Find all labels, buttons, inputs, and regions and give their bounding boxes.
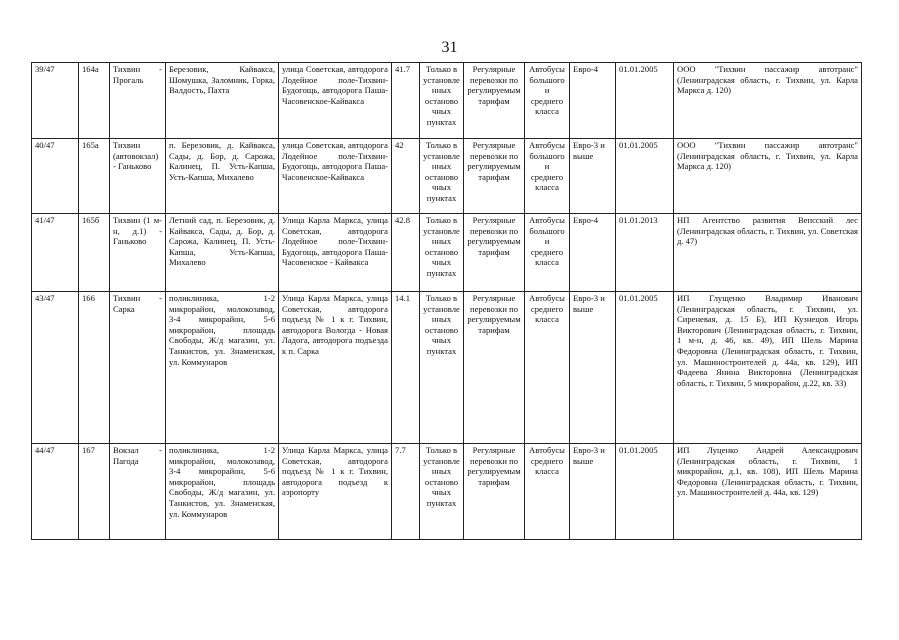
eco-class: Евро-3 и выше xyxy=(570,292,616,444)
intermediate-stops: Летний сад, п. Березовик, д. Кайвакса, Сады, д. Бор, д. Сарожа, Калинец, П. Усть-Капша, Усть-Капша, Михалево xyxy=(166,214,279,292)
carrier: ИП Глущенко Владимир Иванович (Ленинградская область, г. Тихвин, ул. Сиреневая, д. 15 Б), ИП Кузнецов Игорь Викторович (Ленинградская область, г. Тихвин, 1 м-н, д. 46, кв. 49), ИП Шель Марина Федоровна (Ленинградская область, г. Тихвин, ул. Машиностроителей д. 44а, кв. 129), ИП Фадеева Янина Викторовна (Ленинградская область, г. Тихвин, 5 микрорайон, д.22, кв. 33) xyxy=(674,292,862,444)
registration-number: 39/47 xyxy=(32,63,79,139)
route-number: 164a xyxy=(79,63,110,139)
transport-type: Регулярные перевозки по регулируемым тарифам xyxy=(464,63,525,139)
transport-type: Регулярные перевозки по регулируемым тарифам xyxy=(464,139,525,214)
transport-type: Регулярные перевозки по регулируемым тарифам xyxy=(464,444,525,540)
start-date: 01.01.2005 xyxy=(616,63,674,139)
transport-type: Регулярные перевозки по регулируемым тарифам xyxy=(464,214,525,292)
registration-number: 44/47 xyxy=(32,444,79,540)
route-length: 14.1 xyxy=(392,292,420,444)
table-row xyxy=(32,63,862,139)
table-row xyxy=(32,214,862,292)
vehicle-class: Автобусы среднего класса xyxy=(525,292,570,444)
route-name: Тихвин - Сарка xyxy=(110,292,166,444)
route-name: Тихвин (автовокзал) - Ганьково xyxy=(110,139,166,214)
route-name: Тихвин (1 м-н, д.1) - Ганьково xyxy=(110,214,166,292)
table-row xyxy=(32,292,862,444)
vehicle-class: Автобусы большого и среднего класса xyxy=(525,63,570,139)
carrier: ООО "Тихвин пассажир автотранс" (Ленинградская область, г. Тихвин, ул. Карла Маркса д. 120) xyxy=(674,139,862,214)
registration-number: 41/47 xyxy=(32,214,79,292)
table-row xyxy=(32,139,862,214)
route-length: 42 xyxy=(392,139,420,214)
route-number: 165б xyxy=(79,214,110,292)
start-date: 01.01.2005 xyxy=(616,444,674,540)
intermediate-stops: Березовик, Кайвакса, Шомушка, Заломник, Горка, Валдость, Пахта xyxy=(166,63,279,139)
carrier: ООО "Тихвин пассажир автотранс" (Ленинградская область, г. Тихвин, ул. Карла Маркса д. 120) xyxy=(674,63,862,139)
page-number: 31 xyxy=(441,39,458,56)
intermediate-stops: поликлиника, 1-2 микрорайон, молокозавод, 3-4 микрорайон, 5-6 микрорайон, площадь Свободы, Ж/д магазин, ул. Танкистов, ул. Знаменская, ул. Коммунаров xyxy=(166,444,279,540)
stop-mode: Только в установленных остановочных пунктах xyxy=(420,444,464,540)
carrier: НП Агентство развития Вепсский лес (Ленинградская область, г. Тихвин, ул. Советская д. 47) xyxy=(674,214,862,292)
routes-table xyxy=(31,62,862,540)
route-number: 165a xyxy=(79,139,110,214)
route-streets: Улица Карла Маркса, улица Советская, автодорога подъезд № 1 к г. Тихвин, автодорога Вологда - Новая Ладога, автодорога подъезда к п. Сарка xyxy=(279,292,392,444)
vehicle-class: Автобусы большого и среднего класса xyxy=(525,214,570,292)
route-streets: Улица Карла Маркса, улица Советская, автодорога Лодейное поле-Тихвин-Будогощь, автодорога Паша-Часовенское - Кайвакса xyxy=(279,214,392,292)
start-date: 01.01.2013 xyxy=(616,214,674,292)
start-date: 01.01.2005 xyxy=(616,292,674,444)
carrier: ИП Луценко Андрей Александрович (Ленинградская область, г. Тихвин, 1 микрорайон, д.1, кв. 108), ИП Шель Марина Федоровна (Ленинградская область, г. Тихвин, ул. Машиностроителей д. 44а, кв. 129) xyxy=(674,444,862,540)
vehicle-class: Автобусы большого и среднего класса xyxy=(525,139,570,214)
stop-mode: Только в установленных остановочных пунктах xyxy=(420,63,464,139)
intermediate-stops: п. Березовик, д. Кайвакса, Сады, д. Бор, д. Сарожа, Калинец, П. Усть-Капша, Усть-Капша, Михалево xyxy=(166,139,279,214)
route-streets: улица Советская, автодорога Лодейное поле-Тихвин-Будогощь, автодорога Паша-Часовенское-Кайвакса xyxy=(279,63,392,139)
start-date: 01.01.2005 xyxy=(616,139,674,214)
stop-mode: Только в установленных остановочных пунктах xyxy=(420,214,464,292)
route-name: Тихвин - Прогаль xyxy=(110,63,166,139)
route-length: 7.7 xyxy=(392,444,420,540)
registration-number: 43/47 xyxy=(32,292,79,444)
route-length: 41.7 xyxy=(392,63,420,139)
route-streets: Улица Карла Маркса, улица Советская, автодорога подъезд № 1 к г. Тихвин, автодорога подъезд к аэропорту xyxy=(279,444,392,540)
table-row xyxy=(32,444,862,540)
vehicle-class: Автобусы среднего класса xyxy=(525,444,570,540)
eco-class: Евро-3 и выше xyxy=(570,139,616,214)
route-length: 42.8 xyxy=(392,214,420,292)
eco-class: Евро-4 xyxy=(570,63,616,139)
registration-number: 40/47 xyxy=(32,139,79,214)
stop-mode: Только в установленных остановочных пунктах xyxy=(420,139,464,214)
route-number: 167 xyxy=(79,444,110,540)
stop-mode: Только в установленных остановочных пунктах xyxy=(420,292,464,444)
eco-class: Евро-4 xyxy=(570,214,616,292)
route-name: Вокзал - Пагода xyxy=(110,444,166,540)
eco-class: Евро-3 и выше xyxy=(570,444,616,540)
transport-type: Регулярные перевозки по регулируемым тарифам xyxy=(464,292,525,444)
intermediate-stops: поликлиника, 1-2 микрорайон, молокозавод, 3-4 микрорайон, 5-6 микрорайон, площадь Свободы, Ж/д магазин, ул. Танкистов, ул. Знаменская, ул. Коммунаров xyxy=(166,292,279,444)
route-streets: улица Советская, автодорога Лодейное поле-Тихвин-Будогощь, автодорога Паша-Часовенское-Кайвакса xyxy=(279,139,392,214)
route-number: 166 xyxy=(79,292,110,444)
